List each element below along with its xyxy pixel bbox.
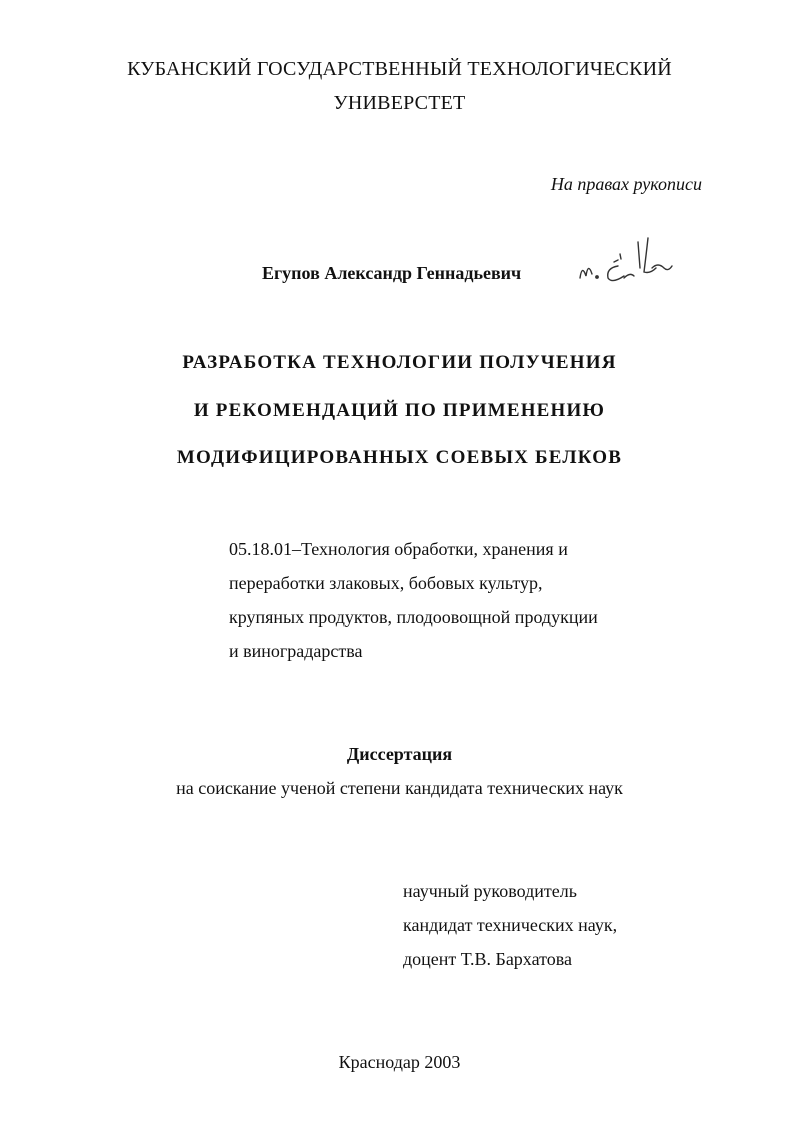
specialty-line3: крупяных продуктов, плодоовощной продукции	[229, 607, 598, 627]
thesis-title-line1: РАЗРАБОТКА ТЕХНОЛОГИИ ПОЛУЧЕНИЯ	[182, 352, 617, 373]
thesis-title-line3: МОДИФИЦИРОВАННЫХ СОЕВЫХ БЕЛКОВ	[176, 447, 623, 468]
supervisor-role: научный руководитель	[403, 881, 577, 901]
specialty-line2: переработки злаковых, бобовых культур,	[229, 573, 543, 593]
specialty-line4: и виноградарства	[229, 641, 363, 661]
university-name-line2: УНИВЕРСТЕТ	[333, 92, 466, 114]
dissertation-label: Диссертация	[346, 744, 453, 764]
supervisor-degree: кандидат технических наук,	[403, 915, 618, 935]
degree-description: на соискание ученой степени кандидата технических наук	[176, 778, 623, 798]
specialty-line1: 05.18.01–Технология обработки, хранения и	[229, 539, 568, 559]
supervisor-name: доцент Т.В. Бархатова	[403, 949, 572, 969]
signature-mark	[574, 232, 684, 292]
university-name-line1: КУБАНСКИЙ ГОСУДАРСТВЕННЫЙ ТЕХНОЛОГИЧЕСКИЙ	[127, 58, 672, 80]
thesis-title-line2: И РЕКОМЕНДАЦИЙ ПО ПРИМЕНЕНИЮ	[193, 400, 606, 421]
city-year: Краснодар 2003	[338, 1052, 461, 1072]
author-name: Егупов Александр Геннадьевич	[262, 263, 522, 283]
rights-note: На правах рукописи	[550, 174, 702, 194]
